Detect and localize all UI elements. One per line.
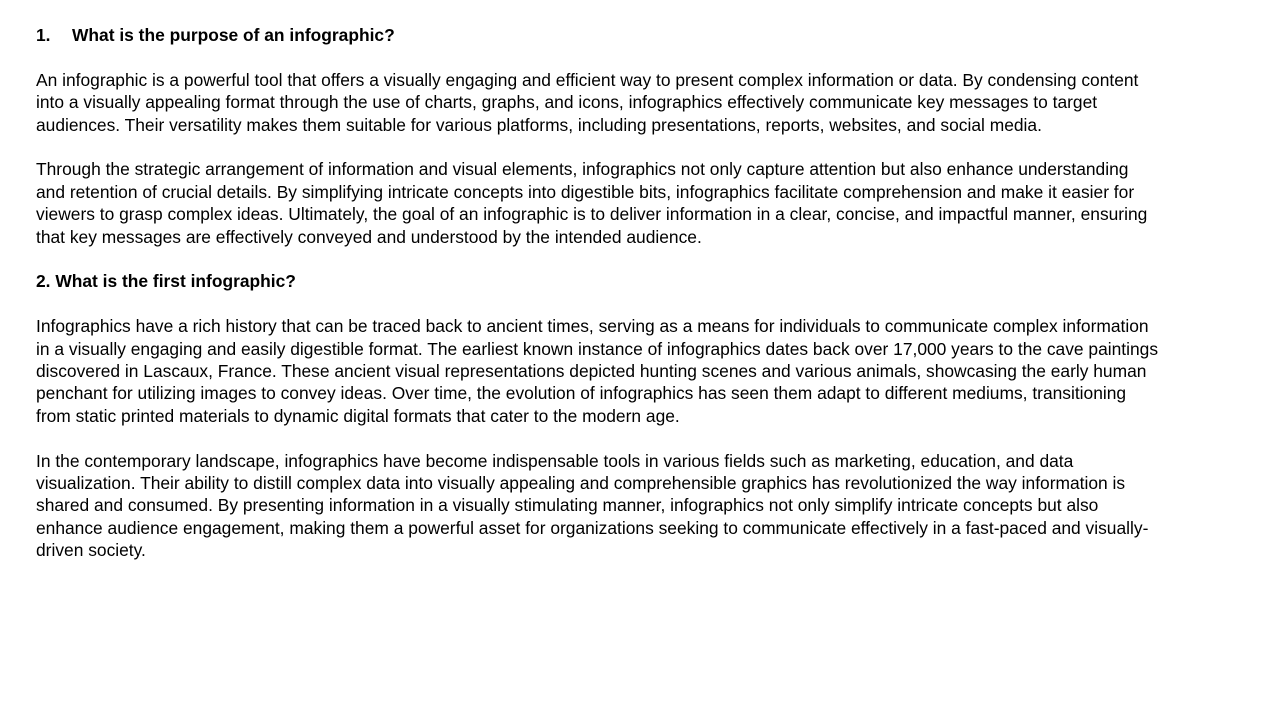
spacer	[36, 293, 1244, 315]
spacer	[36, 248, 1244, 270]
spacer	[36, 136, 1244, 158]
section-2-paragraph-1: Infographics have a rich history that can be traced back to ancient times, serving as a means for individuals to communicate complex information in a visually engaging and easily digestible format. The earliest known instance of infographics dates back over 17,000 years to the cave paintings discovered in Lascaux, France. These ancient visual representations depicted hunting scenes and various animals, showcasing the early human penchant for utilizing images to convey ideas. Over time, the evolution of infographics has seen them adapt to different mediums, transitioning from static printed materials to dynamic digital formats that cater to the modern age.	[36, 316, 1159, 426]
section-1-heading	[36, 24, 1244, 46]
spacer	[36, 46, 1244, 68]
section-2-heading: 2. What is the first infographic?	[36, 271, 296, 292]
section-1-title: What is the purpose of an infographic?	[72, 25, 395, 45]
section-1-paragraph-1: An infographic is a powerful tool that offers a visually engaging and efficient way to present complex information or data. By condensing content into a visually appealing format through the use of charts, graphs, and icons, infographics effectively communicate key messages to target audiences. Their versatility makes them suitable for various platforms, including presentations, reports, websites, and social media.	[36, 69, 1139, 135]
section-1-paragraph-2: Through the strategic arrangement of information and visual elements, infographics not only capture attention but also enhance understanding and retention of crucial details. By simplifying intricate concepts into digestible bits, infographics facilitate comprehension and make it easier for viewers to grasp complex ideas. Ultimately, the goal of an infographic is to deliver information in a clear, concise, and impactful manner, ensuring that key messages are effectively conveyed and understood by the intended audience.	[36, 159, 1148, 247]
spacer	[36, 427, 1244, 449]
section-1-number: 1.	[36, 25, 51, 45]
section-2-paragraph-2: In the contemporary landscape, infographics have become indispensable tools in various fields such as marketing, education, and data visualization. Their ability to distill complex data into visually appealing and comprehensible graphics has revolutionized the way information is shared and consumed. By presenting information in a visually stimulating manner, infographics not only simplify intricate concepts but also enhance audience engagement, making them a powerful asset for organizations seeking to communicate effectively in a fast-paced and visually- driven society.	[36, 450, 1149, 561]
